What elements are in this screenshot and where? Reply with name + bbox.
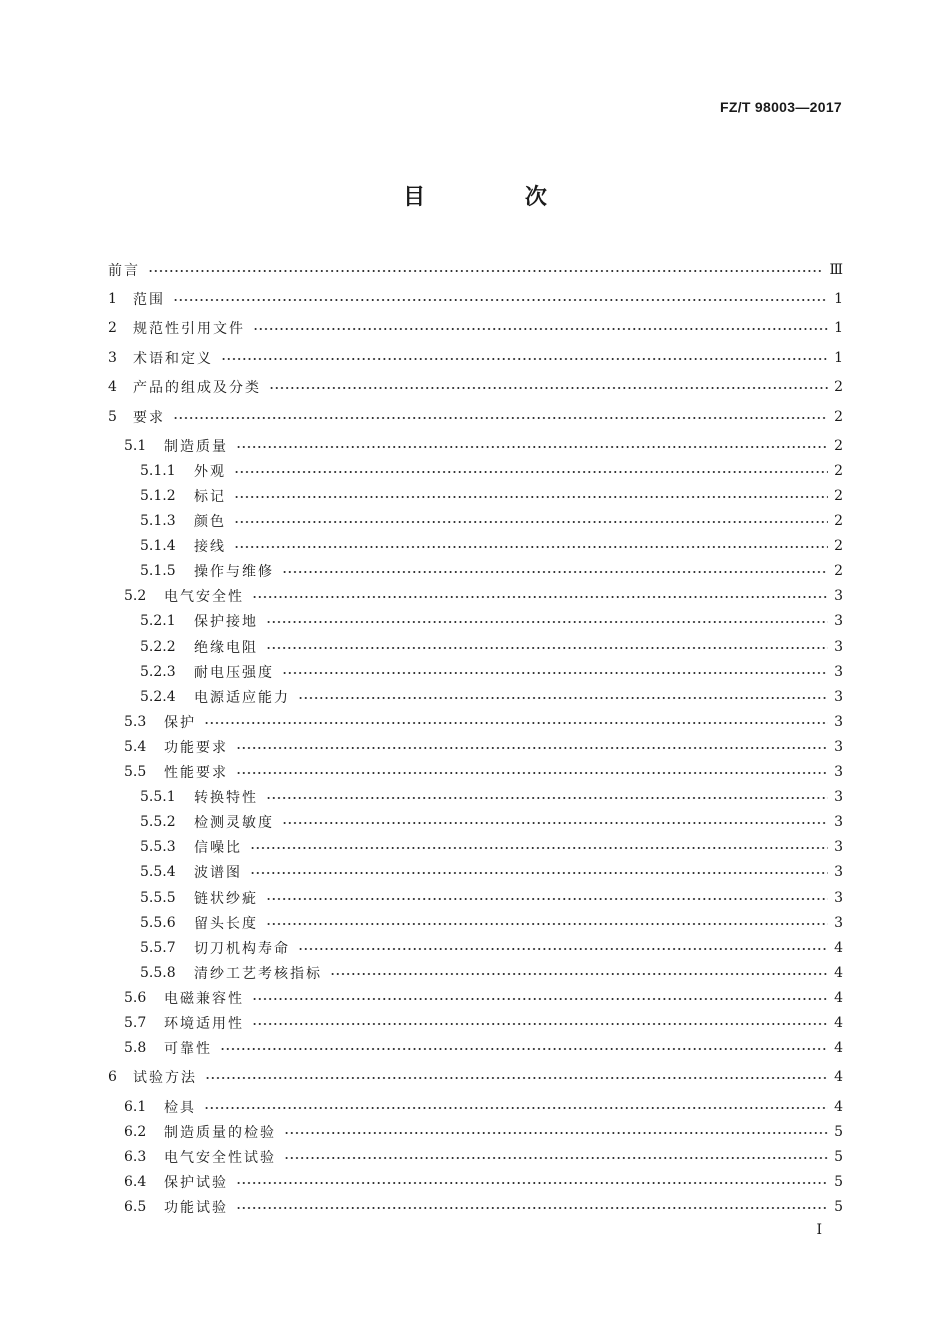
toc-entry-page: Ⅲ: [829, 262, 843, 278]
toc-entry-label: 产品的组成及分类: [133, 380, 261, 396]
toc-entry-number: 5.5.8: [140, 965, 176, 981]
toc-entry[interactable]: [140, 511, 843, 531]
dot-leader: [298, 948, 828, 950]
toc-entry-label: 规范性引用文件: [133, 321, 245, 337]
toc-entry[interactable]: [124, 1097, 843, 1117]
toc-entry-label: 环境适用性: [164, 1016, 244, 1032]
dot-leader: [266, 647, 828, 649]
toc-entry-label: 信噪比: [194, 840, 242, 856]
toc-entry-page: 5: [834, 1199, 843, 1215]
dot-leader: [173, 417, 828, 419]
toc-entry[interactable]: [140, 611, 843, 631]
toc-entry[interactable]: [124, 1197, 843, 1217]
toc-entry[interactable]: [140, 486, 843, 506]
toc-entry-number: 5: [108, 409, 117, 425]
dot-leader: [234, 546, 828, 548]
toc-entry-page: 5: [834, 1149, 843, 1165]
toc-entry[interactable]: [124, 1147, 843, 1167]
dot-leader: [330, 973, 828, 975]
toc-entry-page: 2: [834, 488, 843, 504]
dot-leader: [221, 358, 828, 360]
toc-entry-number: 5.7: [124, 1015, 147, 1031]
toc-entry-label: 标记: [194, 489, 226, 505]
toc-entry-page: 2: [834, 513, 843, 529]
toc-entry-label: 颜色: [194, 514, 226, 530]
toc-entry[interactable]: [140, 561, 843, 581]
toc-entry-page: 4: [834, 965, 843, 981]
toc-entry-number: 5.5.3: [140, 839, 176, 855]
dot-leader: [269, 387, 828, 389]
toc-entry[interactable]: [140, 837, 843, 857]
dot-leader: [298, 697, 828, 699]
toc-entry[interactable]: [108, 348, 843, 368]
toc-entry[interactable]: [124, 712, 843, 732]
toc-entry-number: 5.2: [124, 588, 147, 604]
dot-leader: [266, 797, 828, 799]
toc-entry-page: 2: [834, 379, 843, 395]
toc-entry-number: 5.5.2: [140, 814, 176, 830]
toc-entry[interactable]: [108, 260, 843, 280]
dot-leader: [284, 1157, 828, 1159]
toc-entry-label: 电气安全性: [164, 589, 244, 605]
toc-entry-number: 5.8: [124, 1040, 147, 1056]
dot-leader: [250, 872, 828, 874]
dot-leader: [282, 672, 828, 674]
toc-entry-number: 6.4: [124, 1174, 147, 1190]
toc-entry-label: 功能要求: [164, 740, 228, 756]
dot-leader: [236, 772, 828, 774]
dot-leader: [236, 747, 828, 749]
toc-entry-number: 6: [108, 1069, 117, 1085]
toc-entry-number: 2: [108, 320, 117, 336]
toc-entry-label: 转换特性: [194, 790, 258, 806]
toc-entry-page: 3: [834, 764, 843, 780]
toc-entry-label: 制造质量的检验: [164, 1125, 276, 1141]
toc-entry-number: 1: [108, 291, 117, 307]
dot-leader: [252, 1023, 828, 1025]
toc-entry-label: 保护: [164, 715, 196, 731]
toc-entry-label: 术语和定义: [133, 351, 213, 367]
dot-leader: [282, 571, 828, 573]
toc-entry-number: 4: [108, 379, 117, 395]
toc-entry-page: 3: [834, 915, 843, 931]
dot-leader: [204, 1107, 828, 1109]
toc-entry-page: 3: [834, 839, 843, 855]
toc-entry-page: 4: [834, 1040, 843, 1056]
dot-leader: [250, 847, 828, 849]
page-title: 目 次: [403, 185, 593, 210]
toc-entry-number: 6.1: [124, 1099, 147, 1115]
toc-entry[interactable]: [124, 1122, 843, 1142]
toc-entry-number: 5.2.4: [140, 689, 176, 705]
toc-entry-number: 3: [108, 350, 117, 366]
dot-leader: [173, 299, 828, 301]
dot-leader: [236, 446, 828, 448]
dot-leader: [236, 1182, 828, 1184]
toc-entry-page: 4: [834, 940, 843, 956]
toc-entry-label: 绝缘电阻: [194, 640, 258, 656]
dot-leader: [253, 328, 828, 330]
dot-leader: [236, 1207, 828, 1209]
toc-entry-label: 前言: [108, 263, 140, 279]
toc-entry-label: 试验方法: [133, 1070, 197, 1086]
toc-entry-label: 外观: [194, 464, 226, 480]
toc-entry-label: 电气安全性试验: [164, 1150, 276, 1166]
toc-entry-number: 5.5.7: [140, 940, 176, 956]
toc-entry-page: 3: [834, 739, 843, 755]
page-number: I: [816, 1222, 822, 1238]
toc-entry-page: 2: [834, 463, 843, 479]
toc-entry-page: 3: [834, 890, 843, 906]
toc-entry-label: 制造质量: [164, 439, 228, 455]
toc-entry-page: 1: [834, 291, 843, 307]
toc-entry-number: 5.2.1: [140, 613, 176, 629]
toc-entry-label: 接线: [194, 539, 226, 555]
toc-entry-number: 5.1.3: [140, 513, 176, 529]
toc-entry-label: 可靠性: [164, 1041, 212, 1057]
toc-entry-label: 切刀机构寿命: [194, 941, 290, 957]
dot-leader: [205, 1077, 828, 1079]
toc-entry-page: 1: [834, 320, 843, 336]
dot-leader: [204, 722, 828, 724]
toc-entry[interactable]: [140, 637, 843, 657]
toc-entry-page: 3: [834, 689, 843, 705]
toc-entry-page: 2: [834, 538, 843, 554]
toc-entry-label: 性能要求: [164, 765, 228, 781]
dot-leader: [266, 898, 828, 900]
toc-entry-number: 6.2: [124, 1124, 147, 1140]
toc-entry-label: 功能试验: [164, 1200, 228, 1216]
toc-entry-label: 保护试验: [164, 1175, 228, 1191]
toc-entry-label: 电源适应能力: [194, 690, 290, 706]
toc-entry[interactable]: [124, 762, 843, 782]
toc-entry[interactable]: [140, 812, 843, 832]
toc-entry-label: 操作与维修: [194, 564, 274, 580]
toc-entry-label: 清纱工艺考核指标: [194, 966, 322, 982]
toc-entry-number: 5.3: [124, 714, 147, 730]
dot-leader: [266, 621, 828, 623]
toc-entry-page: 5: [834, 1124, 843, 1140]
toc-entry-page: 3: [834, 864, 843, 880]
toc-entry-number: 5.1.1: [140, 463, 176, 479]
toc-entry[interactable]: [140, 862, 843, 882]
toc-entry-label: 链状纱疵: [194, 891, 258, 907]
toc-entry-page: 4: [834, 1069, 843, 1085]
toc-entry[interactable]: [108, 318, 843, 338]
toc-entry[interactable]: [124, 737, 843, 757]
toc-entry-number: 5.5: [124, 764, 147, 780]
toc-entry[interactable]: [124, 1172, 843, 1192]
dot-leader: [266, 923, 828, 925]
toc-entry-label: 电磁兼容性: [164, 991, 244, 1007]
toc-entry[interactable]: [124, 1013, 843, 1033]
toc-entry[interactable]: [140, 938, 843, 958]
toc-entry-number: 5.1.5: [140, 563, 176, 579]
toc-entry[interactable]: [140, 687, 843, 707]
standard-code: FZ/T 98003—2017: [719, 99, 842, 115]
dot-leader: [284, 1132, 828, 1134]
toc-entry-page: 4: [834, 1015, 843, 1031]
toc-entry-number: 5.2.3: [140, 664, 176, 680]
toc-entry-number: 5.5.6: [140, 915, 176, 931]
toc-entry-number: 5.1.4: [140, 538, 176, 554]
toc-entry-page: 3: [834, 814, 843, 830]
toc-entry[interactable]: [140, 913, 843, 933]
toc-entry-label: 检测灵敏度: [194, 815, 274, 831]
toc-entry-number: 5.4: [124, 739, 147, 755]
dot-leader: [220, 1048, 828, 1050]
toc-entry-number: 6.5: [124, 1199, 147, 1215]
toc-entry-number: 5.5.1: [140, 789, 176, 805]
toc-entry[interactable]: [108, 289, 843, 309]
toc-entry-page: 2: [834, 409, 843, 425]
toc-entry-page: 3: [834, 789, 843, 805]
toc-entry-label: 留头长度: [194, 916, 258, 932]
toc-entry[interactable]: [140, 536, 843, 556]
toc-entry[interactable]: [140, 888, 843, 908]
dot-leader: [252, 596, 828, 598]
toc-entry[interactable]: [108, 1067, 843, 1087]
toc-entry[interactable]: [108, 407, 843, 427]
toc-entry-page: 3: [834, 588, 843, 604]
toc-entry[interactable]: [124, 988, 843, 1008]
toc-entry-number: 5.5.5: [140, 890, 176, 906]
toc-entry-page: 4: [834, 1099, 843, 1115]
dot-leader: [252, 998, 828, 1000]
toc-entry-page: 2: [834, 563, 843, 579]
toc-entry[interactable]: [140, 461, 843, 481]
toc-entry-number: 5.1: [124, 438, 147, 454]
dot-leader: [234, 496, 828, 498]
dot-leader: [234, 471, 828, 473]
toc-entry-page: 3: [834, 714, 843, 730]
dot-leader: [282, 822, 828, 824]
toc-entry-label: 耐电压强度: [194, 665, 274, 681]
toc-entry-label: 范围: [133, 292, 165, 308]
toc-entry-number: 5.6: [124, 990, 147, 1006]
toc-entry-number: 5.1.2: [140, 488, 176, 504]
toc-entry-number: 5.5.4: [140, 864, 176, 880]
toc-entry-page: 5: [834, 1174, 843, 1190]
toc-entry-number: 6.3: [124, 1149, 147, 1165]
toc-entry[interactable]: [108, 377, 843, 397]
toc-entry-label: 波谱图: [194, 865, 242, 881]
toc-entry-page: 3: [834, 664, 843, 680]
toc-entry-page: 2: [834, 438, 843, 454]
toc-entry[interactable]: [124, 1038, 843, 1058]
toc-entry-label: 检具: [164, 1100, 196, 1116]
toc-entry[interactable]: [140, 662, 843, 682]
toc-entry-page: 3: [834, 639, 843, 655]
toc-entry[interactable]: [124, 586, 843, 606]
toc-entry-page: 3: [834, 613, 843, 629]
toc-entry[interactable]: [140, 787, 843, 807]
toc-entry[interactable]: [140, 963, 843, 983]
toc-entry[interactable]: [124, 436, 843, 456]
toc-entry-page: 4: [834, 990, 843, 1006]
dot-leader: [234, 521, 828, 523]
toc-entry-label: 要求: [133, 410, 165, 426]
dot-leader: [148, 270, 823, 272]
toc-entry-page: 1: [834, 350, 843, 366]
toc-entry-label: 保护接地: [194, 614, 258, 630]
toc-entry-number: 5.2.2: [140, 639, 176, 655]
